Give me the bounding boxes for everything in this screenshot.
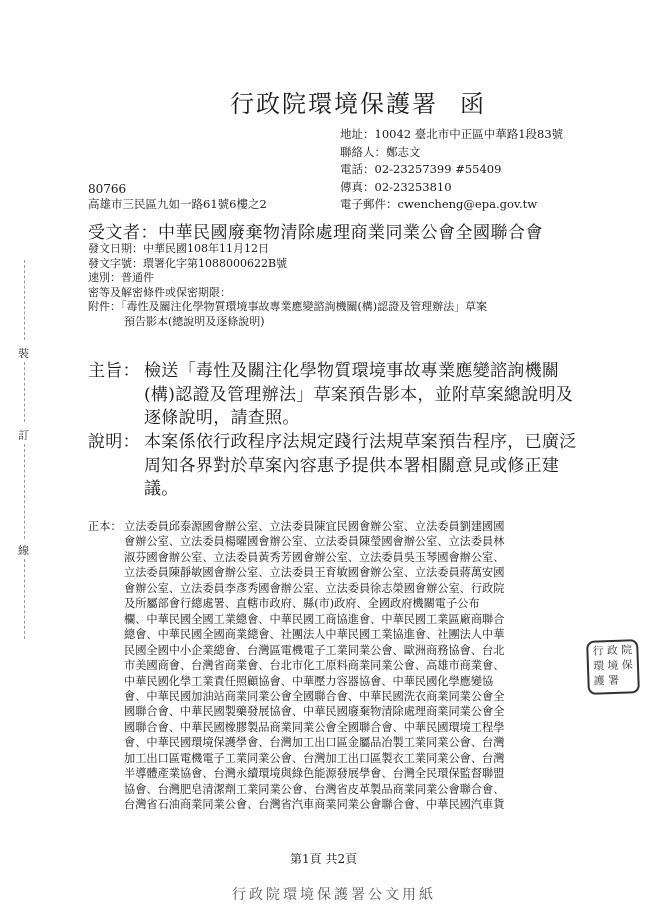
explanation-line: 議。	[144, 479, 179, 499]
binding-line-mid	[24, 362, 25, 422]
stamp-glyph	[621, 674, 635, 688]
distribution-list	[88, 519, 588, 813]
distribution-line: 及所屬部會行總處署、直轄市政府、縣(市)政府、全國政府機關電子公布	[124, 597, 480, 611]
stamp-glyph: 署	[607, 673, 620, 688]
subject-section	[88, 360, 598, 431]
binding-line-upper	[24, 260, 25, 340]
contact-address: 地址：10042 臺北市中正區中華路1段83號	[340, 127, 564, 141]
binding-line-tail	[24, 559, 25, 639]
attachment-line-1: 附件：「毒性及關注化學物質環境事故專業應變諮詢機關(構)認證及管理辦法」草案	[88, 300, 488, 314]
contact-block	[340, 126, 563, 214]
subject-label: 主旨：	[88, 361, 140, 381]
document-number: 發文字號：環署化字第1088000622B號	[88, 256, 288, 270]
distribution-line: 會辦公室、立法委員楊曜國會辦公室、立法委員陳瑩國會辦公室、立法委員林	[124, 535, 505, 549]
distribution-line: 民國全國中小企業總會、台灣區電機電子工業同業公會、歐洲商務協會、台北	[124, 643, 505, 657]
distribution-line: 國聯合會、中華民國製藥發展協會、中華民國廢棄物清除處理商業同業公會全	[124, 705, 505, 719]
distribution-line: 立法委員邱泰源國會辦公室、立法委員陳宜民國會辦公室、立法委員劉建國國	[124, 520, 505, 533]
distribution-line: 國聯合會、中華民國橡膠製品商業同業公會全國聯合會、中華民國環境工程學	[124, 720, 505, 734]
distribution-line: 加工出口區電機電子工業同業公會、台灣加工出口區製衣工業同業公會、台灣	[124, 751, 505, 765]
distribution-line: 半導體產業協會、台灣永續環境與綠色能源發展學會、台灣全民環保監督聯盟	[124, 767, 505, 781]
distribution-label: 正本：	[88, 520, 122, 533]
stamp-glyph: 境	[607, 658, 619, 673]
binding-mark-bottom: 線	[18, 544, 29, 557]
explanation-line: 本案係依行政程序法規定踐行法規草案預告程序，已廣泛	[144, 432, 577, 452]
distribution-line: 市美國商會、台灣省商業會、台北市化工原料商業同業公會、高雄市商業會、	[124, 659, 505, 673]
distribution-line: 會、中華民國環境保護學會、台灣加工出口區金屬品冶製工業同業公會、台灣	[124, 736, 505, 750]
recipient-address: 高雄市三民區九如一路61號6樓之2	[88, 197, 267, 211]
delivery-speed: 速別：普通件	[88, 271, 154, 285]
contact-person: 聯絡人：鄭志文	[340, 144, 421, 159]
distribution-line: 台灣省石油商業同業公會、台灣省汽車商業同業公會聯合會、中華民國汽車貨	[124, 798, 505, 812]
security-level: 密等及解密條件或保密期限：	[88, 285, 231, 299]
explanation-label: 說明：	[88, 432, 140, 452]
distribution-line: 總會、中華民國全國商業總會、社團法人中華民國工業協進會、社團法人中華	[124, 628, 505, 642]
distribution-line: 中華民國化學工業責任照顧協會、中華壓力容器協會、中華民國化學應變協	[124, 674, 494, 688]
distribution-line: 會、中華民國加油站商業同業公會全國聯合會、中華民國洗衣商業同業公會全	[124, 689, 505, 703]
distribution-line: 立法委員陳靜敏國會辦公室、立法委員王育敏國會辦公室、立法委員蔣萬安國	[124, 566, 505, 580]
document-meta	[88, 242, 487, 330]
binding-line-lower	[24, 444, 25, 539]
subject-line: 逐條說明，請查照。	[144, 408, 300, 428]
document-type: 函	[460, 90, 486, 118]
explanation-section	[88, 431, 598, 502]
distribution-line: 欄、中華民國全國工業總會、中華民國工商協進會、中華民國工業區廠商聯合	[124, 612, 505, 626]
agency-name: 行政院環境保護署	[230, 90, 438, 118]
contact-email: 電子郵件：cwencheng@epa.gov.tw	[340, 197, 538, 211]
distribution-section	[88, 519, 588, 813]
distribution-line: 協會、台灣肥皂清潔劑工業同業公會、台灣省皮革製品商業同業公會聯合會、	[124, 782, 505, 796]
paper-footer: 行政院環境保護署公文用紙	[232, 887, 436, 903]
document-header	[230, 84, 486, 119]
explanation-line: 周知各界對於草案內容惠予提供本署相關意見或修正建	[144, 455, 560, 476]
seal-stamp	[586, 639, 640, 695]
stamp-glyph: 政	[606, 643, 619, 658]
issue-date: 發文日期：中華民國108年11月12日	[88, 242, 269, 255]
stamp-glyph: 護	[593, 674, 605, 688]
stamp-glyph: 院	[621, 643, 633, 657]
recipient-zip: 80766	[88, 182, 127, 196]
binding-mark-top: 裝	[18, 347, 29, 360]
stamp-glyph: 行	[592, 644, 604, 658]
binding-mark-middle: 訂	[18, 429, 29, 442]
addressee: 受文者：中華民國廢棄物清除處理商業同業公會全國聯合會	[88, 223, 543, 243]
distribution-line: 會辦公室、立法委員李彥秀國會辦公室、立法委員徐志榮國會辦公室、行政院	[124, 581, 505, 595]
distribution-line: 淑芬國會辦公室、立法委員黃秀芳國會辦公室、立法委員吳玉琴國會辦公室、	[124, 550, 505, 564]
attachment-line-2: 預告影本(總說明及逐條說明)	[124, 314, 265, 328]
contact-fax: 傳真：02-23253810	[340, 179, 452, 194]
stamp-glyph: 環	[592, 659, 605, 673]
subject-line: 檢送「毒性及關注化學物質環境事故專業應變諮詢機關	[144, 361, 560, 381]
page-number: 第1頁 共2頁	[290, 852, 358, 866]
subject-line: (構)認證及管理辦法」草案預告影本，並附草案總說明及	[144, 384, 574, 405]
contact-phone: 電話：02-23257399 #55409	[340, 162, 502, 176]
stamp-glyph: 保	[621, 658, 633, 672]
